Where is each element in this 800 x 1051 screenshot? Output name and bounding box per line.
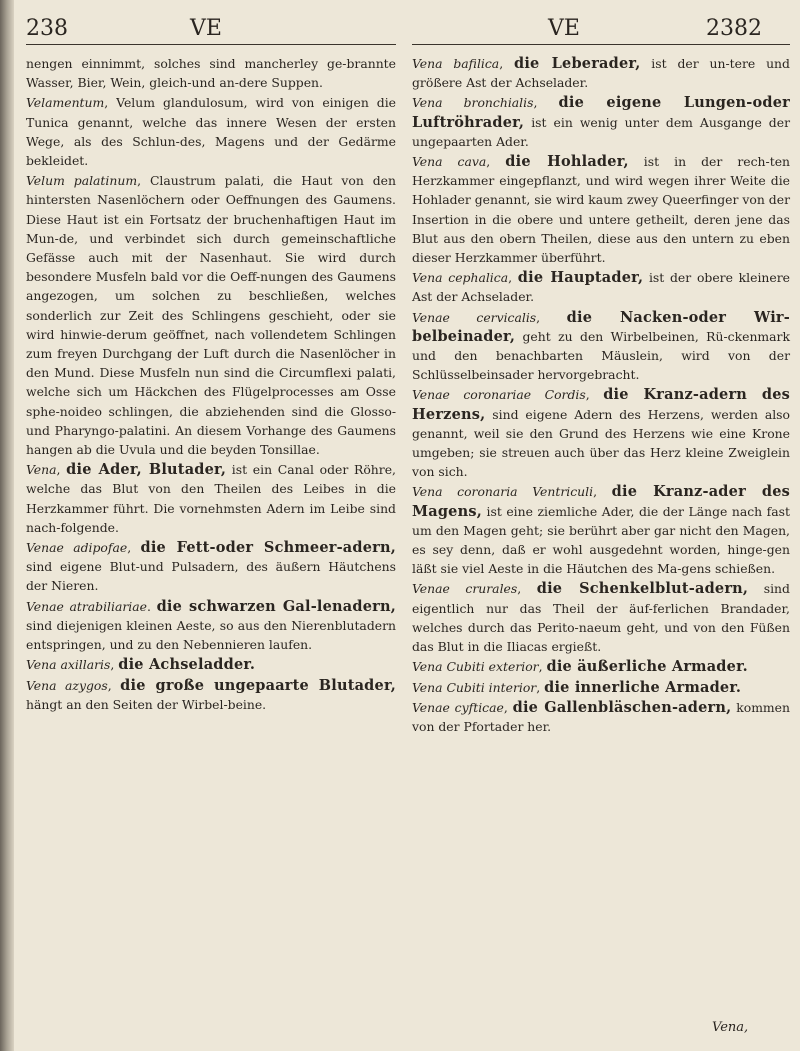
entry-text: ist ein wenig unter dem Ausgange der ungepaarten Ader. xyxy=(412,114,790,149)
latin-term: Vena Cubiti interior xyxy=(412,679,537,695)
entry-text: , xyxy=(107,677,121,693)
dictionary-entry xyxy=(26,655,396,674)
dictionary-entry xyxy=(412,482,790,578)
catchword: Vena, xyxy=(712,1020,749,1035)
left-header-rule xyxy=(26,44,396,45)
latin-term: Vena bronchialis xyxy=(412,95,534,111)
entry-text: ist ein Canal oder Röhre, welche das Blut von den Theilen des Leibes in die Herzkammer führt. Die vornehmsten Adern im Leibe sind nach-folgende. xyxy=(26,462,396,535)
entry-text: , Claustrum palati, die Haut von den hintersten Nasenlöchern oder Oeffnungen des Gaumens. Diese Haut ist ein Fortsatz der bruchenhaftigen Haut im Mun-de, und verbindet sich durch gemeinschaftliche Gefässe auch mit der Nasenhaut. Sie wird durch besondere Musfeln bald vor die Oeff-nungen des Gaumens angezogen, um solchen zu beschließen, welches sonderlich zur Zeit des Schlingens geschieht, oder sie wird hinwie-derum geöffnet, nach vollendetem Schlingen zum freyen Durchgang der Luft durch die Nasenlöcher in den Mund. Diese Musfeln nun sind die Circumflexi palati, welche sich um Häckchen des Flügelprocesses am Osse sphe-noideo schlingen, die abziehenden sind die Glosso-und Pharyngo-palatini. An diesem Vorhange des Gaumens hangen ab die Uvula und die beyden Tonsillae. xyxy=(26,173,396,458)
entry-text: sind eigentlich nur das Theil der äuf-ferlichen Brandader, welches durch das Perito-naeum geht, und von den Füßen das Blut in die Iliacas ergießt. xyxy=(412,581,790,655)
left-column xyxy=(26,54,396,714)
german-headword: die Schenkelblut-adern, xyxy=(536,580,749,598)
right-running-head: VE xyxy=(548,16,580,41)
entry-text: , xyxy=(593,484,612,500)
entry-text: sind eigene Blut-und Pulsadern, des äußern Häutchens der Nieren. xyxy=(26,559,396,594)
entry-text: ist der obere kleinere Ast der Achselader. xyxy=(412,270,791,305)
dictionary-entry xyxy=(412,698,790,736)
german-headword: die Hauptader, xyxy=(517,269,644,287)
entry-text: , xyxy=(536,309,567,325)
latin-term: Venae atrabiliariae xyxy=(26,598,147,614)
dictionary-entry xyxy=(26,676,396,714)
dictionary-entry xyxy=(412,579,790,656)
entry-text: , xyxy=(538,659,547,675)
latin-term: Venae crurales xyxy=(412,581,518,597)
dictionary-entry xyxy=(26,538,396,596)
latin-term: Venae cervicalis xyxy=(412,309,537,325)
entry-text: , xyxy=(56,462,67,478)
dictionary-entry xyxy=(412,54,790,92)
latin-term: Vena coronaria Ventriculi xyxy=(412,484,594,500)
binding-gutter xyxy=(0,0,14,1051)
entry-text: ist eine ziemliche Ader, die der Länge nach fast um den Magen geht; sie berührt aber gar nicht den Magen, es sey denn, daß er wohl ausgedehnt worden, hinge-gen läßt sie viel Aeste in die Häutchen des Ma-gens schießen. xyxy=(412,503,790,577)
entry-text: , xyxy=(503,699,513,715)
entry-text: , xyxy=(508,270,518,286)
latin-term: Vena bafilica xyxy=(412,56,500,71)
entry-text: , Velum glandulosum, wird von einigen die Tunica genannt, welche das innere Wesen der ersten Wege, als des Schlun-des, Magens und der Gedärme bekleidet. xyxy=(26,95,396,169)
latin-term: Venae cyfticae xyxy=(412,699,504,715)
dictionary-entry xyxy=(412,152,790,267)
german-headword: die Achseladder. xyxy=(118,656,256,674)
german-headword: die Kranz-adern des Herzens, xyxy=(412,386,790,423)
entry-text: sind diejenigen kleinen Aeste, so aus den Nierenblutadern entspringen, und zu den Nebennieren laufen. xyxy=(26,617,396,653)
latin-term: Vena Cubiti exterior xyxy=(412,659,539,675)
german-headword: die Hohlader, xyxy=(505,153,629,171)
dictionary-entry xyxy=(26,460,396,537)
latin-term: Vena cava xyxy=(412,154,487,170)
german-headword: die innerliche Armader. xyxy=(544,678,742,696)
latin-term: Vena xyxy=(26,462,57,478)
entry-text: kommen von der Pfortader her. xyxy=(412,699,790,734)
dictionary-entry xyxy=(412,93,790,151)
german-headword: die schwarzen Gal-lenadern, xyxy=(156,597,396,615)
german-headword: die eigene Lungen-oder Luftröhrader, xyxy=(412,94,790,131)
latin-term: Venae adipofae xyxy=(26,540,128,556)
dictionary-entry xyxy=(412,268,790,306)
entry-text: , xyxy=(517,581,537,597)
dictionary-entry xyxy=(412,678,790,697)
entry-text: ist der un-tere und größere Ast der Achselader. xyxy=(412,56,790,91)
entry-text: sind eigene Adern des Herzens, werden also genannt, weil sie den Grund des Herzens wie eine Krone umgeben; sie streuen auch über das Herz kleine Zweiglein von sich. xyxy=(412,406,790,480)
dictionary-entry xyxy=(26,54,396,92)
german-headword: die äußerliche Armader. xyxy=(546,658,748,676)
latin-term: Vena azygos xyxy=(26,677,108,693)
dictionary-entry xyxy=(412,308,790,385)
latin-term: Vena axillaris xyxy=(26,657,111,673)
german-headword: die Leberader, xyxy=(514,55,641,72)
german-headword: die Fett-oder Schmeer-adern, xyxy=(140,539,396,557)
dictionary-entry xyxy=(26,597,396,655)
german-headword: die Kranz-ader des Magens, xyxy=(412,483,790,520)
entry-text: , xyxy=(533,95,559,111)
latin-term: Venae coronariae Cordis xyxy=(412,387,586,403)
latin-term: Velum palatinum xyxy=(26,173,138,189)
left-page-number: 238 xyxy=(26,16,68,41)
right-page-number: 2382 xyxy=(706,16,762,41)
left-running-head: VE xyxy=(190,16,222,41)
german-headword: die Nacken-oder Wir-belbeinader, xyxy=(412,308,790,345)
entry-text: , xyxy=(585,387,604,403)
entry-text: , xyxy=(536,679,545,695)
german-headword: die Gallenbläschen-adern, xyxy=(512,698,732,716)
dictionary-entry xyxy=(412,385,790,481)
entry-text: , xyxy=(110,657,119,673)
entry-text: hängt an den Seiten der Wirbel-beine. xyxy=(26,696,267,712)
dictionary-entry xyxy=(412,657,790,676)
right-column xyxy=(412,54,790,736)
dictionary-entry xyxy=(26,93,396,170)
german-headword: die Ader, Blutader, xyxy=(66,461,227,479)
german-headword: die große ungepaarte Blutader, xyxy=(120,676,396,694)
latin-term: Velamentum xyxy=(26,95,105,111)
entry-text: , xyxy=(486,154,506,170)
dictionary-entry xyxy=(26,171,396,459)
entry-text: nengen einnimmt, solches sind mancherley ge-brannte Wasser, Bier, Wein, gleich-und an-dere Suppen. xyxy=(26,56,396,91)
entry-text: , xyxy=(127,540,141,556)
right-header-rule xyxy=(412,44,790,45)
latin-term: Vena cephalica xyxy=(412,270,509,286)
entry-text: ist in der rech-ten Herzkammer eingepflanzt, und wird wegen ihrer Weite die Hohlader genannt, sie wird kaum zwey Queerfinger von der Insertion in die obere und untere getheilt, deren jene das Blut aus den obern Theilen, diese aus den untern zu eben dieser Herzkammer überführt. xyxy=(412,154,791,266)
entry-text: geht zu den Wirbelbeinen, Rü-ckenmark und den benachbarten Mäuslein, wird von der Schlüsselbeinsader hervorgebracht. xyxy=(412,328,790,383)
entry-text: , xyxy=(499,56,514,71)
entry-text: . xyxy=(146,598,157,614)
